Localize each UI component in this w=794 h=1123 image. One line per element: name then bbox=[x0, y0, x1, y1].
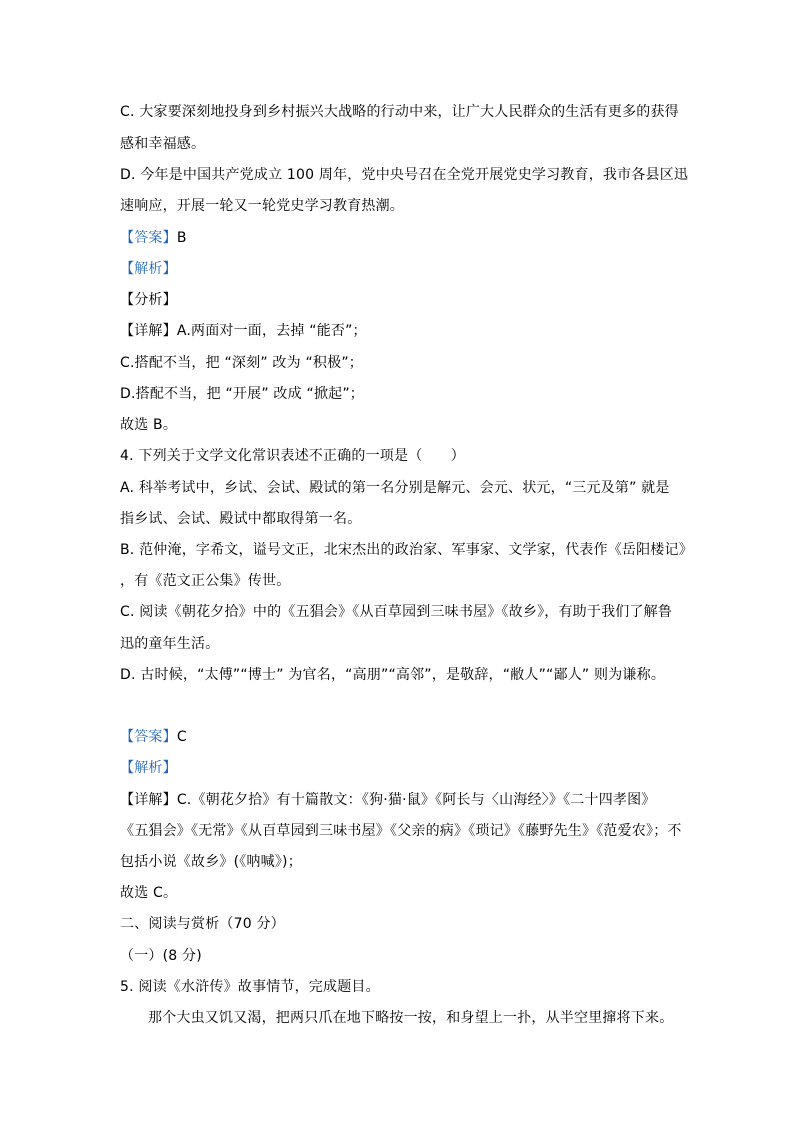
detail-text: C.《朝花夕拾》有十篇散文：《狗·猫·鼠》《阿长与〈山海经〉》《二十四孝图》 bbox=[176, 792, 656, 808]
option-d-line-1: D. 今年是中国共产党成立 100 周年，党中央号召在全党开展党史学习教育，我市各县区迅 bbox=[120, 167, 689, 183]
q4-option-a-line-2: 指乡试、会试、殿试中都取得第一名。 bbox=[120, 511, 362, 527]
detail-line-c: C.搭配不当，把 “深刻” 改为 “积极”； bbox=[120, 355, 363, 371]
analysis-line-q4 bbox=[120, 758, 177, 778]
q4-option-d: D. 古时候，“太傅”“博士” 为官名，“高朋”“高邻”，是敬辞，“敝人”“鄙人” 则为谦称。 bbox=[120, 667, 666, 683]
option-d-line-2: 速响应，开展一轮又一轮党史学习教育热潮。 bbox=[120, 198, 404, 214]
q4-option-c-line-1: C. 阅读《朝花夕拾》中的《五猖会》《从百草园到三味书屋》《故乡》，有助于我们了解鲁 bbox=[120, 604, 673, 620]
question-5: 5. 阅读《水浒传》故事情节，完成题目。 bbox=[120, 979, 380, 995]
subsection-heading-1: （一）(8 分) bbox=[120, 948, 202, 964]
choose-line-q4: 故选 C。 bbox=[120, 885, 178, 901]
question-4: 4. 下列关于文学文化常识表述不正确的一项是（ ） bbox=[120, 448, 466, 464]
q4-option-b-line-1: B. 范仲淹，字希文，谥号文正，北宋杰出的政治家、军事家、文学家，代表作《岳阳楼记》 bbox=[120, 542, 693, 558]
detail-line-d: D.搭配不当，把 “开展” 改成 “掀起”； bbox=[120, 386, 364, 402]
answer-tag: 【答案】 bbox=[120, 230, 177, 246]
q4-option-c-line-2: 迅的童年生活。 bbox=[120, 636, 220, 652]
analysis-line-q3 bbox=[120, 259, 177, 279]
answer-value: B bbox=[176, 230, 187, 246]
analysis-tag: 【解析】 bbox=[120, 261, 177, 277]
detail-text: A.两面对一面，去掉 “能否”； bbox=[176, 323, 367, 339]
q4-detail-line-1 bbox=[120, 790, 656, 810]
q4-option-b-line-2: ，有《范文正公集》传世。 bbox=[120, 573, 291, 589]
q4-detail-line-2: 《五猖会》《无常》《从百草园到三味书屋》《父亲的病》《琐记》《藤野先生》《范爱农》；不 bbox=[120, 823, 682, 839]
section-heading-reading: 二、阅读与赏析（70 分） bbox=[120, 916, 285, 932]
analysis-tag: 【解析】 bbox=[120, 760, 177, 776]
detail-tag: 【详解】 bbox=[120, 323, 177, 339]
answer-line-q4 bbox=[120, 727, 187, 747]
option-c-line-2: 感和幸福感。 bbox=[120, 136, 206, 152]
passage-paragraph: 那个大虫又饥又渴，把两只爪在地下略按一按，和身望上一扑，从半空里撺将下来。 bbox=[148, 1010, 674, 1026]
choose-line-q3: 故选 B。 bbox=[120, 417, 178, 433]
detail-line-a bbox=[120, 321, 367, 341]
answer-line-q3 bbox=[120, 228, 187, 248]
option-c-line-1: C. 大家要深刻地投身到乡村振兴大战略的行动中来，让广大人民群众的生活有更多的获得 bbox=[120, 104, 679, 120]
fenxi-line: 【分析】 bbox=[120, 292, 177, 308]
detail-tag: 【详解】 bbox=[120, 792, 177, 808]
q4-option-a-line-1: A. 科举考试中，乡试、会试、殿试的第一名分别是解元、会元、状元，“三元及第” 就是 bbox=[120, 480, 670, 496]
q4-detail-line-3: 包括小说《故乡》(《呐喊》)； bbox=[120, 854, 302, 870]
answer-tag: 【答案】 bbox=[120, 729, 177, 745]
answer-value: C bbox=[176, 729, 187, 745]
